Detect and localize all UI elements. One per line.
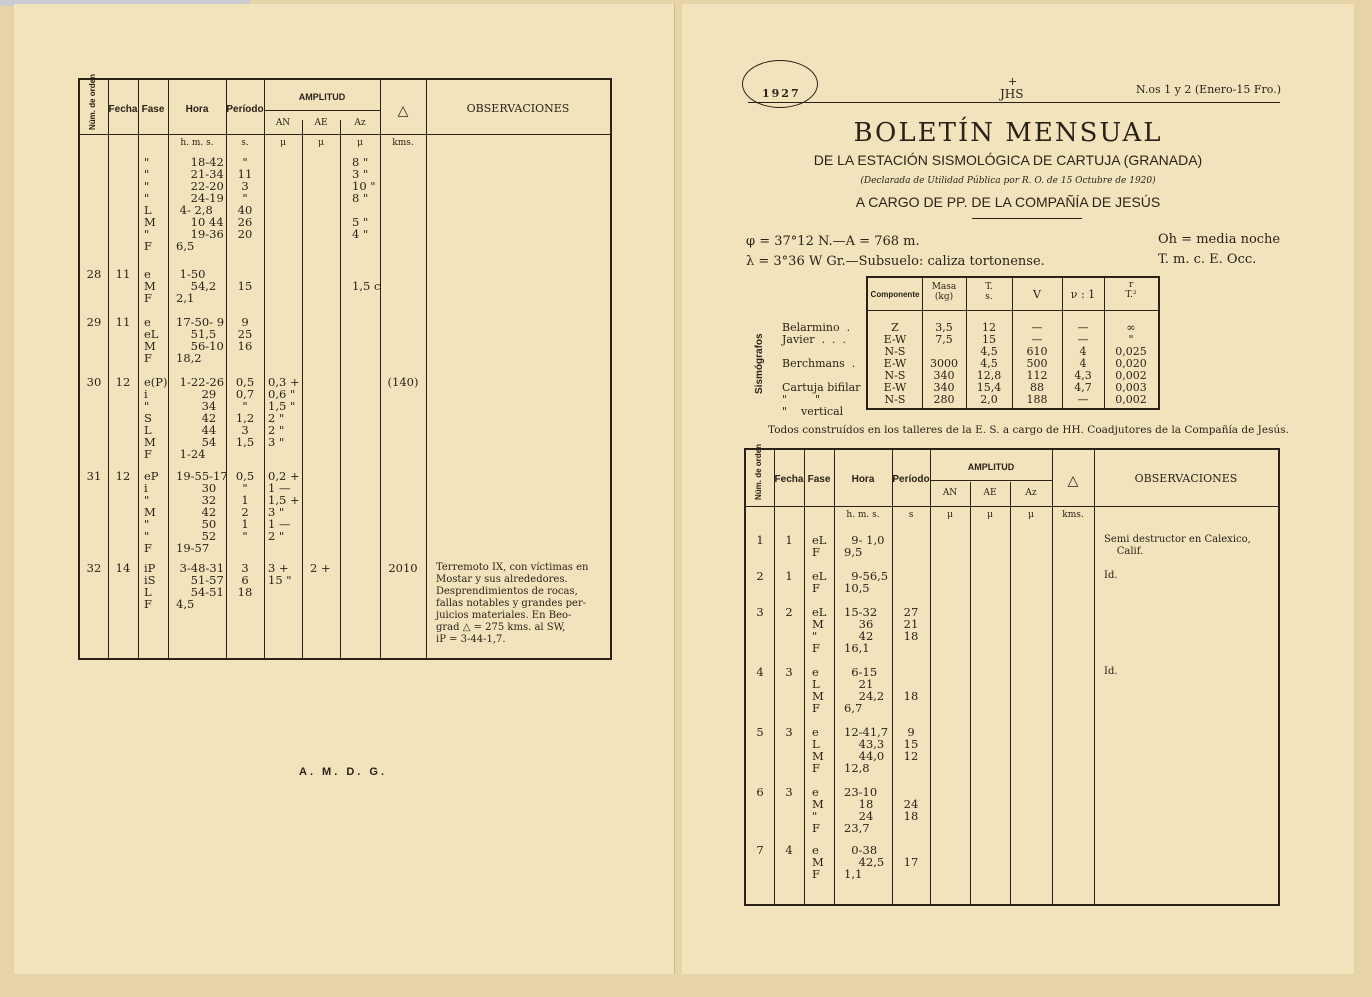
row-fecha: 1 <box>785 533 793 547</box>
header-ae: AE <box>314 118 328 128</box>
row-delta: 2010 <box>388 561 418 575</box>
row-num: 28 <box>86 267 102 281</box>
row-observaciones: Terremoto IX, con víctimas en Mostar y sus alrededores. Desprendimientos de rocas, fallas notables y grandes per- juicios materiales. En Beo- grad △ = 275 kms. al SW, iP = 3-44-1,7. <box>436 562 589 645</box>
right-header-num-orden: Núm. de orden <box>754 443 763 500</box>
sismo-header-v: V <box>1033 288 1041 301</box>
right-unit-delta: kms. <box>1062 510 1084 520</box>
sismograph-table <box>866 276 1160 410</box>
row-fecha: 3 <box>785 785 793 799</box>
year: 1927 <box>762 87 801 100</box>
row-hora: 9-56,5 10,5 <box>844 569 889 595</box>
unit-periodo: s. <box>241 138 249 148</box>
header-num-orden: Núm. de orden <box>88 73 97 130</box>
row-num: 4 <box>756 665 764 679</box>
tmc-text: T. m. c. E. Occ. <box>1158 252 1257 267</box>
header-amplitud: AMPLITUD <box>298 92 346 102</box>
header-delta: △ <box>397 102 409 118</box>
row-periodo: " 11 3 " 40 26 20 <box>237 155 253 241</box>
row-num: 5 <box>756 725 764 739</box>
main-title: BOLETÍN MENSUAL <box>853 118 1163 148</box>
row-fecha: 12 <box>115 375 131 389</box>
oh-text: Oh = media noche <box>1158 232 1281 247</box>
header-hora: Hora <box>185 104 209 115</box>
row-delta: (140) <box>387 375 419 389</box>
row-periodo: 9 15 12 <box>903 725 919 763</box>
construidos-text: Todos construídos en los talleres de la E. S. a cargo de HH. Coadjutores de la Compañía de Jesús. <box>768 424 1289 436</box>
jhs: JHS <box>1000 87 1024 101</box>
sismo-header-vl: ν : 1 <box>1070 288 1096 301</box>
row-periodo: 15 <box>237 279 253 293</box>
row-hora: 6-15 21 24,2 6,7 <box>844 665 885 715</box>
row-num: 6 <box>756 785 764 799</box>
right-unit-az: μ <box>1028 510 1034 520</box>
row-fase: e M F <box>144 267 156 305</box>
header-rule <box>748 102 1280 103</box>
right-header-periodo: Período <box>892 474 930 485</box>
row-hora: 15-32 36 42 16,1 <box>844 605 878 655</box>
header-an: AN <box>275 118 291 128</box>
row-hora: 18-42 21-34 22-20 24-19 4- 2,8 10 44 19-36 6,5 <box>176 155 224 253</box>
row-num: 3 <box>756 605 764 619</box>
row-fase: e(P) i " S L M F <box>144 375 168 461</box>
coord-lambda: λ = 3°36 W Gr.—Subsuelo: caliza tortonense. <box>746 254 1045 269</box>
issue-number: N.os 1 y 2 (Enero-15 Fro.) <box>1136 83 1281 96</box>
header-fecha: Fecha <box>108 104 138 115</box>
right-header-fecha: Fecha <box>774 474 804 485</box>
row-ae: 2 + <box>310 561 331 575</box>
row-hora: 17-50- 9 51,5 56-10 18,2 <box>176 315 225 365</box>
sismo-t0: 12 15 4,5 4,5 12,8 15,4 2,0 <box>976 321 1002 406</box>
row-periodo: 0,5 " 1 2 1 " <box>235 469 255 543</box>
subtitle: DE LA ESTACIÓN SISMOLÓGICA DE CARTUJA (GRANADA) <box>813 152 1203 168</box>
cargo-text: A CARGO DE PP. DE LA COMPAÑÍA DE JESÚS <box>855 194 1161 210</box>
row-fase: iP iS L F <box>144 561 156 611</box>
coord-phi: φ = 37°12 N.—A = 768 m. <box>746 234 920 249</box>
row-observaciones: Id. <box>1104 570 1118 581</box>
row-periodo: 27 21 18 <box>903 605 919 643</box>
row-hora: 1-22-26 29 34 42 44 54 1-24 <box>179 375 225 461</box>
right-header-amplitud: AMPLITUD <box>967 462 1015 472</box>
row-an: 0,3 + 0,6 " 1,5 " 2 " 2 " 3 " <box>268 375 300 449</box>
row-periodo: 17 <box>903 855 919 869</box>
cross-mark: + <box>1008 75 1018 88</box>
row-fecha: 3 <box>785 665 793 679</box>
row-fase: eP i " M " " F <box>144 469 159 555</box>
row-fase: " " " " L M " F <box>144 155 156 253</box>
sismo-v: — — 610 500 112 88 188 <box>1026 321 1048 406</box>
right-header-observaciones: OBSERVACIONES <box>1134 472 1238 485</box>
sismo-names: Belarmino . Javier . . . Berchmans . Cartuja bifilar " " " vertical <box>782 321 861 418</box>
sismo-header-masa: Masa (kg) <box>931 282 957 302</box>
right-header-delta: △ <box>1067 472 1079 488</box>
row-fecha: 4 <box>785 843 793 857</box>
header-fase: Fase <box>141 104 165 115</box>
row-fecha: 3 <box>785 725 793 739</box>
sismo-vl: — — 4 4 4,3 4,7 — <box>1074 321 1092 406</box>
row-hora: 0-38 42,5 1,1 <box>844 843 885 881</box>
row-az: 1,5 c <box>352 279 381 293</box>
left-page <box>14 4 675 974</box>
row-fase: e M " F <box>812 785 824 835</box>
unit-delta: kms. <box>392 138 414 148</box>
row-hora: 3-48-31 51-57 54-51 4,5 <box>176 561 225 611</box>
row-observaciones: Semi destructor en Calexico, Calif. <box>1104 534 1251 557</box>
row-num: 29 <box>86 315 102 329</box>
row-hora: 19-55-17 30 32 42 50 52 19-57 <box>176 469 228 555</box>
right-unit-hora: h. m. s. <box>846 510 880 520</box>
right-header-fase: Fase <box>807 474 831 485</box>
row-hora: 23-10 18 24 23,7 <box>844 785 878 835</box>
row-hora: 1-50 54,2 2,1 <box>176 267 217 305</box>
right-page <box>682 4 1354 974</box>
header-observaciones: OBSERVACIONES <box>466 102 570 115</box>
sismo-header-t0: T. s. <box>985 282 993 302</box>
row-hora: 12-41,7 43,3 44,0 12,8 <box>844 725 889 775</box>
unit-ae: μ <box>318 138 324 148</box>
amdg-text: A. M. D. G. <box>299 766 387 778</box>
sismo-header-comp: Componente <box>870 290 920 299</box>
title-rule <box>972 218 1082 219</box>
stamp-circle <box>742 60 818 108</box>
sismo-r: ∞ " 0,025 0,020 0,002 0,003 0,002 <box>1115 321 1147 406</box>
right-unit-an: μ <box>947 510 953 520</box>
row-fase: e M F <box>812 843 824 881</box>
row-fase: eL F <box>812 569 827 595</box>
row-periodo: 9 25 16 <box>237 315 253 353</box>
unit-az: μ <box>357 138 363 148</box>
row-az: 8 " 3 " 10 " 8 " 5 " 4 " <box>352 155 376 241</box>
row-fase: eL F <box>812 533 827 559</box>
row-fase: e L M F <box>812 725 824 775</box>
row-an: 3 + 15 " <box>268 561 292 587</box>
unit-hora: h. m. s. <box>180 138 214 148</box>
row-fecha: 2 <box>785 605 793 619</box>
row-num: 31 <box>86 469 102 483</box>
right-header-ae: AE <box>983 488 997 498</box>
sismo-masa: 3,5 7,5 3000 340 340 280 <box>930 321 958 406</box>
right-header-an: AN <box>942 488 958 498</box>
left-table <box>78 73 612 660</box>
right-unit-ae: μ <box>987 510 993 520</box>
row-fecha: 11 <box>115 267 131 281</box>
sismo-header-r: r T.² <box>1125 280 1137 300</box>
sismografos-label: Sismógrafos <box>754 333 765 394</box>
row-fecha: 12 <box>115 469 131 483</box>
row-an: 0,2 + 1 — 1,5 + 3 " 1 — 2 " <box>268 469 300 543</box>
row-fecha: 14 <box>115 561 131 575</box>
header-az: Az <box>354 118 366 128</box>
row-num: 30 <box>86 375 102 389</box>
declared-text: (Declarada de Utilidad Pública por R. O. de 15 Octubre de 1920) <box>860 176 1156 186</box>
right-header-hora: Hora <box>851 474 875 485</box>
row-fecha: 11 <box>115 315 131 329</box>
right-header-az: Az <box>1025 488 1037 498</box>
row-num: 1 <box>756 533 764 547</box>
unit-an: μ <box>280 138 286 148</box>
sismo-comp: Z E-W N-S E-W N-S E-W N-S <box>883 321 907 406</box>
right-table <box>744 443 1280 906</box>
row-num: 7 <box>756 843 764 857</box>
row-num: 2 <box>756 569 764 583</box>
row-fase: e eL M F <box>144 315 159 365</box>
row-periodo: 18 <box>903 689 919 703</box>
header-periodo: Período <box>226 104 264 115</box>
row-hora: 9- 1,0 9,5 <box>844 533 885 559</box>
row-observaciones: Id. <box>1104 666 1118 677</box>
row-periodo: 0,5 0,7 " 1,2 3 1,5 <box>235 375 255 449</box>
row-periodo: 3 6 18 <box>237 561 253 599</box>
row-fecha: 1 <box>785 569 793 583</box>
row-periodo: 24 18 <box>903 797 919 823</box>
row-fase: eL M " F <box>812 605 827 655</box>
right-unit-periodo: s <box>908 510 914 520</box>
row-num: 32 <box>86 561 102 575</box>
row-fase: e L M F <box>812 665 824 715</box>
